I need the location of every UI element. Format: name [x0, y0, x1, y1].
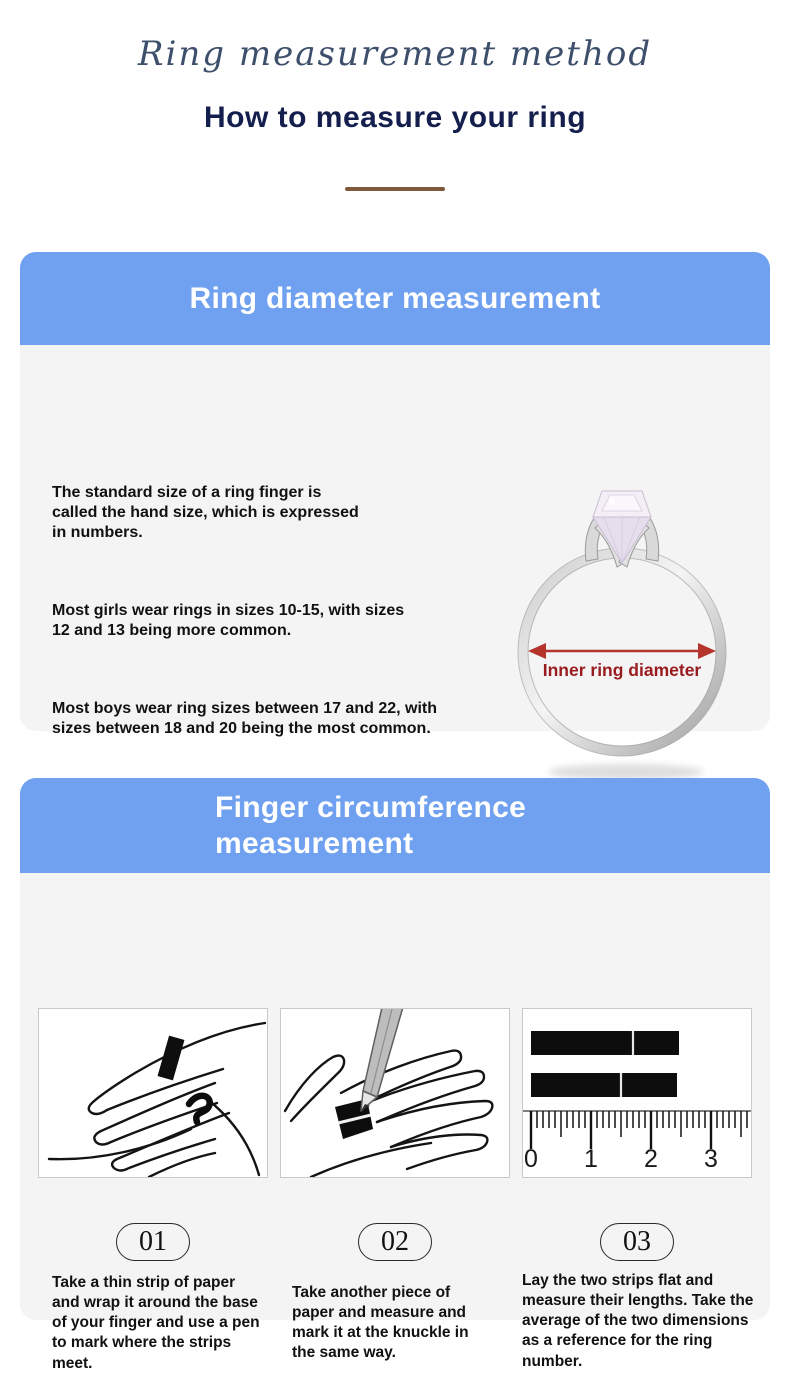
circumference-title-line2: measurement: [215, 827, 414, 860]
page-title: How to measure your ring: [203, 101, 587, 134]
ring-diameter-card-body: [20, 345, 770, 738]
ruler-number-0: 0: [524, 1145, 538, 1173]
step-badge-3: 03: [600, 1223, 674, 1261]
paper-strip-1: [531, 1031, 679, 1055]
step-text-2: Take another piece of paper and measure and mark it at the knuckle in the same way.: [292, 1284, 469, 1362]
ring-diameter-card-title: Ring diameter measurement: [20, 252, 770, 345]
paper-strip-2: [531, 1073, 677, 1097]
script-title: Ring measurement method: [137, 34, 653, 74]
inner-diameter-label: Inner ring diameter: [542, 660, 702, 680]
step-badge-2: 02: [358, 1223, 432, 1261]
ruler-number-3: 3: [704, 1145, 718, 1173]
finger-circumference-card-body: [20, 873, 770, 1372]
diameter-paragraph-3: Most boys wear ring sizes between 17 and 22, with sizes between 18 and 20 being the most common.: [52, 700, 437, 738]
ruler-ticks: [531, 1111, 747, 1149]
ruler-number-1: 1: [584, 1145, 598, 1173]
step-text-3: Lay the two strips flat and measure their lengths. Take the average of the two dimensions as a reference for the ring number.: [522, 1272, 754, 1370]
ring-diameter-card: [20, 252, 770, 738]
hand-pen-illustration: [280, 1008, 510, 1178]
title-divider: [345, 187, 445, 191]
ruler-number-2: 2: [644, 1145, 658, 1173]
circumference-title-line1: Finger circumference: [215, 791, 527, 824]
diameter-arrow-icon: [528, 643, 716, 659]
finger-circumference-card-title: [20, 778, 770, 873]
ring-illustration: [490, 445, 770, 790]
diameter-paragraph-2: Most girls wear rings in sizes 10-15, with sizes 12 and 13 being more common.: [52, 602, 405, 640]
finger-circumference-card: [20, 778, 770, 1372]
hand-strip-illustration: [38, 1008, 268, 1178]
step-text-1: Take a thin strip of paper and wrap it around the base of your finger and use a pen to mark where the strips meet.: [52, 1274, 260, 1372]
step-badge-1: 01: [116, 1223, 190, 1261]
diameter-paragraph-1: The standard size of a ring finger is called the hand size, which is expressed in numbers.: [52, 484, 359, 542]
ruler-illustration: [522, 1008, 752, 1178]
